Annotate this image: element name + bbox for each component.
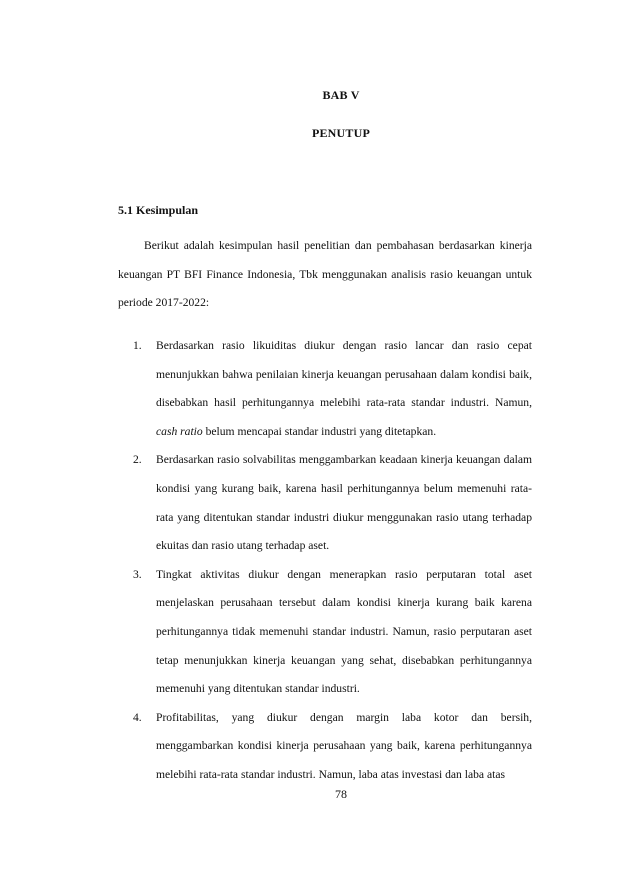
chapter-title: PENUTUP: [311, 126, 371, 140]
italic-term: cash ratio: [156, 424, 203, 438]
list-item-text: Berdasarkan rasio likuiditas diukur dengan rasio lancar dan rasio cepat menunjukkan bahwa penilaian kinerja keuangan perusahaan dalam kondisi baik, disebabkan hasil perhitungannya melebihi rata-rata standar industri. Namun, cash ratio belum mencapai standar industri yang ditetapkan.: [156, 339, 532, 438]
list-item-text: Profitabilitas, yang diukur dengan margin laba kotor dan bersih, menggambarkan kondisi kinerja perusahaan yang baik, karena perhitungannya melebihi rata-rata standar industri. Namun, laba atas investasi dan laba atas: [156, 710, 532, 781]
conclusion-list: [118, 332, 532, 790]
list-item-number: 4.: [133, 710, 142, 724]
list-item-text: Tingkat aktivitas diukur dengan menerapkan rasio perputaran total aset menjelaskan perusahaan tersebut dalam kondisi kinerja kurang baik karena perhitungannya tidak memenuhi standar industri. Namun, rasio perputaran aset tetap menunjukkan kinerja keuangan yang sehat, disebabkan perhitungannya memenuhi yang ditentukan standar industri.: [156, 567, 532, 696]
list-item-number: 1.: [133, 339, 142, 352]
list-item-text: Berdasarkan rasio solvabilitas menggambarkan keadaan kinerja keuangan dalam kondisi yang kurang baik, karena hasil perhitungannya belum memenuhi rata-rata yang ditentukan standar industri diukur menggunakan rasio utang terhadap ekuitas dan rasio utang terhadap aset.: [156, 453, 532, 553]
page-number: 78: [335, 787, 347, 801]
list-item: [118, 446, 532, 560]
list-item: [118, 561, 532, 704]
list-item-number: 3.: [133, 567, 142, 581]
intro-paragraph: Berikut adalah kesimpulan hasil penelitian dan pembahasan berdasarkan kinerja keuangan PT BFI Finance Indonesia, Tbk menggunakan analisis rasio keuangan untuk periode 2017-2022:: [118, 239, 532, 310]
list-item: [118, 704, 532, 790]
chapter-number: BAB V: [322, 88, 360, 102]
list-item: [118, 332, 532, 446]
section-heading: 5.1 Kesimpulan: [118, 203, 199, 217]
list-item-number: 2.: [133, 453, 142, 467]
